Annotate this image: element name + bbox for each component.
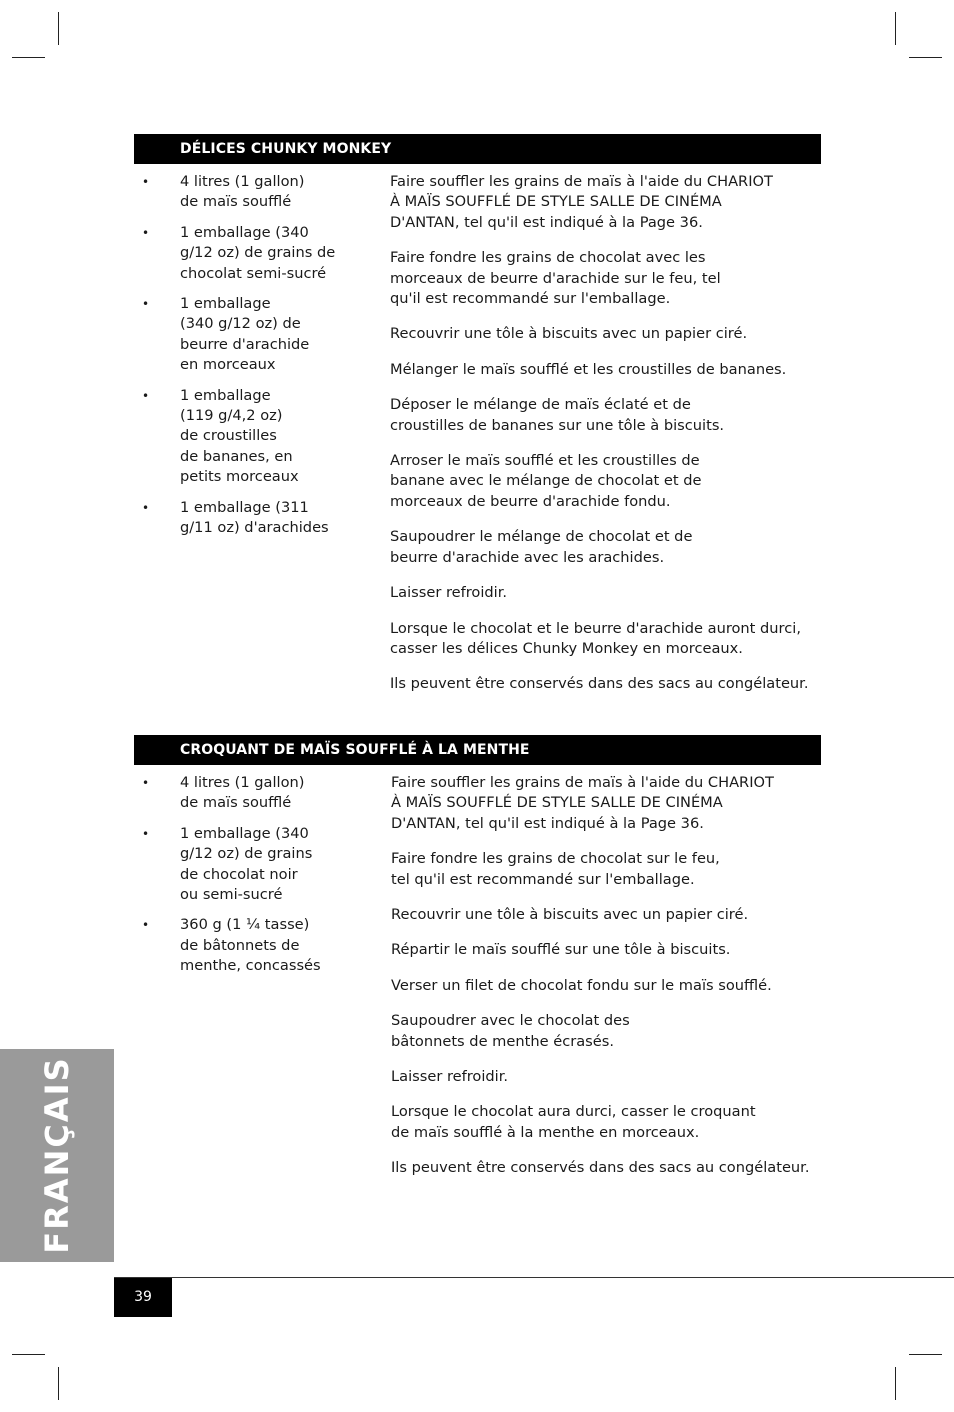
ingredient-list bbox=[134, 773, 374, 987]
bullet-icon: • bbox=[142, 175, 150, 189]
instruction-step: Faire souffler les grains de maïs à l'aide du CHARIOT À MAÏS SOUFFLÉ DE STYLE SALLE DE CINÉMA D'ANTAN, tel qu'il est indiqué à la Page 36. bbox=[390, 173, 773, 231]
instruction-step: Ils peuvent être conservés dans des sacs au congélateur. bbox=[391, 1159, 810, 1177]
instruction-step: Lorsque le chocolat et le beurre d'arachide auront durci, casser les délices Chunky Monkey en morceaux. bbox=[390, 619, 801, 657]
bullet-icon: • bbox=[142, 826, 150, 841]
instruction-step: Saupoudrer le mélange de chocolat et de beurre d'arachide avec les arachides. bbox=[390, 528, 693, 566]
instruction-step: Recouvrir une tôle à biscuits avec un papier ciré. bbox=[390, 325, 748, 343]
list-item: • 1 emballage (340 g/12 oz) de beurre d'arachide en morceaux bbox=[142, 295, 310, 374]
list-item: • 360 g (1 ¼ tasse) de bâtonnets de menthe, concassés bbox=[142, 916, 321, 975]
list-item: • 1 emballage (340 g/12 oz) de grains de chocolat noir ou semi-sucré bbox=[142, 824, 313, 904]
instruction-step: Faire fondre les grains de chocolat sur le feu, tel qu'il est recommandé sur l'emballage. bbox=[391, 850, 720, 888]
bullet-icon: • bbox=[142, 297, 150, 312]
instruction-step: Lorsque le chocolat aura durci, casser le croquant de maïs soufflé à la menthe en morceaux. bbox=[391, 1103, 756, 1141]
page-number: 39 bbox=[114, 1278, 172, 1317]
crop-mark bbox=[895, 1367, 896, 1400]
instruction-step: Mélanger le maïs soufflé et les croustilles de bananes. bbox=[390, 360, 787, 378]
bullet-icon: • bbox=[142, 388, 150, 403]
crop-mark bbox=[895, 12, 896, 45]
list-item: • 1 emballage (340 g/12 oz) de grains de chocolat semi-sucré bbox=[142, 223, 336, 282]
list-item: • 1 emballage (119 g/4,2 oz) de croustilles de bananes, en petits morceaux bbox=[142, 386, 299, 486]
crop-mark bbox=[12, 1354, 45, 1355]
instruction-step: Faire fondre les grains de chocolat avec les morceaux de beurre d'arachide sur le feu, tel qu'il est recommandé sur l'emballage. bbox=[390, 249, 721, 308]
recipe-chunky-monkey bbox=[134, 134, 821, 693]
recipe-croquant-menthe bbox=[134, 735, 821, 1177]
list-item: • 1 emballage (311 g/11 oz) d'arachides bbox=[142, 498, 329, 537]
instruction-step: Répartir le maïs soufflé sur une tôle à biscuits. bbox=[391, 941, 731, 959]
recipe-title: CROQUANT DE MAÏS SOUFFLÉ À LA MENTHE bbox=[134, 735, 821, 765]
instruction-list bbox=[391, 773, 811, 1194]
instruction-step: Arroser le maïs soufflé et les croustilles de banane avec le mélange de chocolat et de morceaux de beurre d'arachide fondu. bbox=[390, 452, 702, 510]
language-tab bbox=[0, 1049, 114, 1262]
crop-mark bbox=[909, 1354, 942, 1355]
recipe-title: DÉLICES CHUNKY MONKEY bbox=[134, 134, 821, 164]
instruction-step: Verser un filet de chocolat fondu sur le maïs soufflé. bbox=[391, 976, 772, 994]
instruction-step: Ils peuvent être conservés dans des sacs au congélateur. bbox=[390, 675, 809, 693]
list-item: • 4 litres (1 gallon) de maïs soufflé bbox=[142, 774, 305, 812]
list-item: • 4 litres (1 gallon) de maïs soufflé bbox=[142, 173, 305, 211]
instruction-step: Saupoudrer avec le chocolat des bâtonnets de menthe écrasés. bbox=[391, 1012, 630, 1050]
crop-mark bbox=[12, 57, 45, 58]
instruction-list bbox=[390, 172, 810, 710]
bullet-icon: • bbox=[142, 776, 150, 790]
instruction-step: Laisser refroidir. bbox=[391, 1068, 509, 1086]
footer-divider bbox=[114, 1277, 954, 1278]
instruction-step: Recouvrir une tôle à biscuits avec un papier ciré. bbox=[391, 906, 749, 924]
ingredient-list bbox=[134, 172, 374, 549]
instruction-step: Laisser refroidir. bbox=[390, 584, 508, 602]
crop-mark bbox=[909, 57, 942, 58]
language-label: FRANÇAIS bbox=[38, 1056, 76, 1254]
instruction-step: Faire souffler les grains de maïs à l'aide du CHARIOT À MAÏS SOUFFLÉ DE STYLE SALLE DE CINÉMA D'ANTAN, tel qu'il est indiqué à la Page 36. bbox=[391, 774, 774, 832]
bullet-icon: • bbox=[142, 500, 150, 515]
crop-mark bbox=[58, 12, 59, 45]
instruction-step: Déposer le mélange de maïs éclaté et de croustilles de bananes sur une tôle à biscuits. bbox=[390, 396, 725, 434]
bullet-icon: • bbox=[142, 225, 150, 240]
bullet-icon: • bbox=[142, 918, 150, 933]
crop-mark bbox=[58, 1367, 59, 1400]
